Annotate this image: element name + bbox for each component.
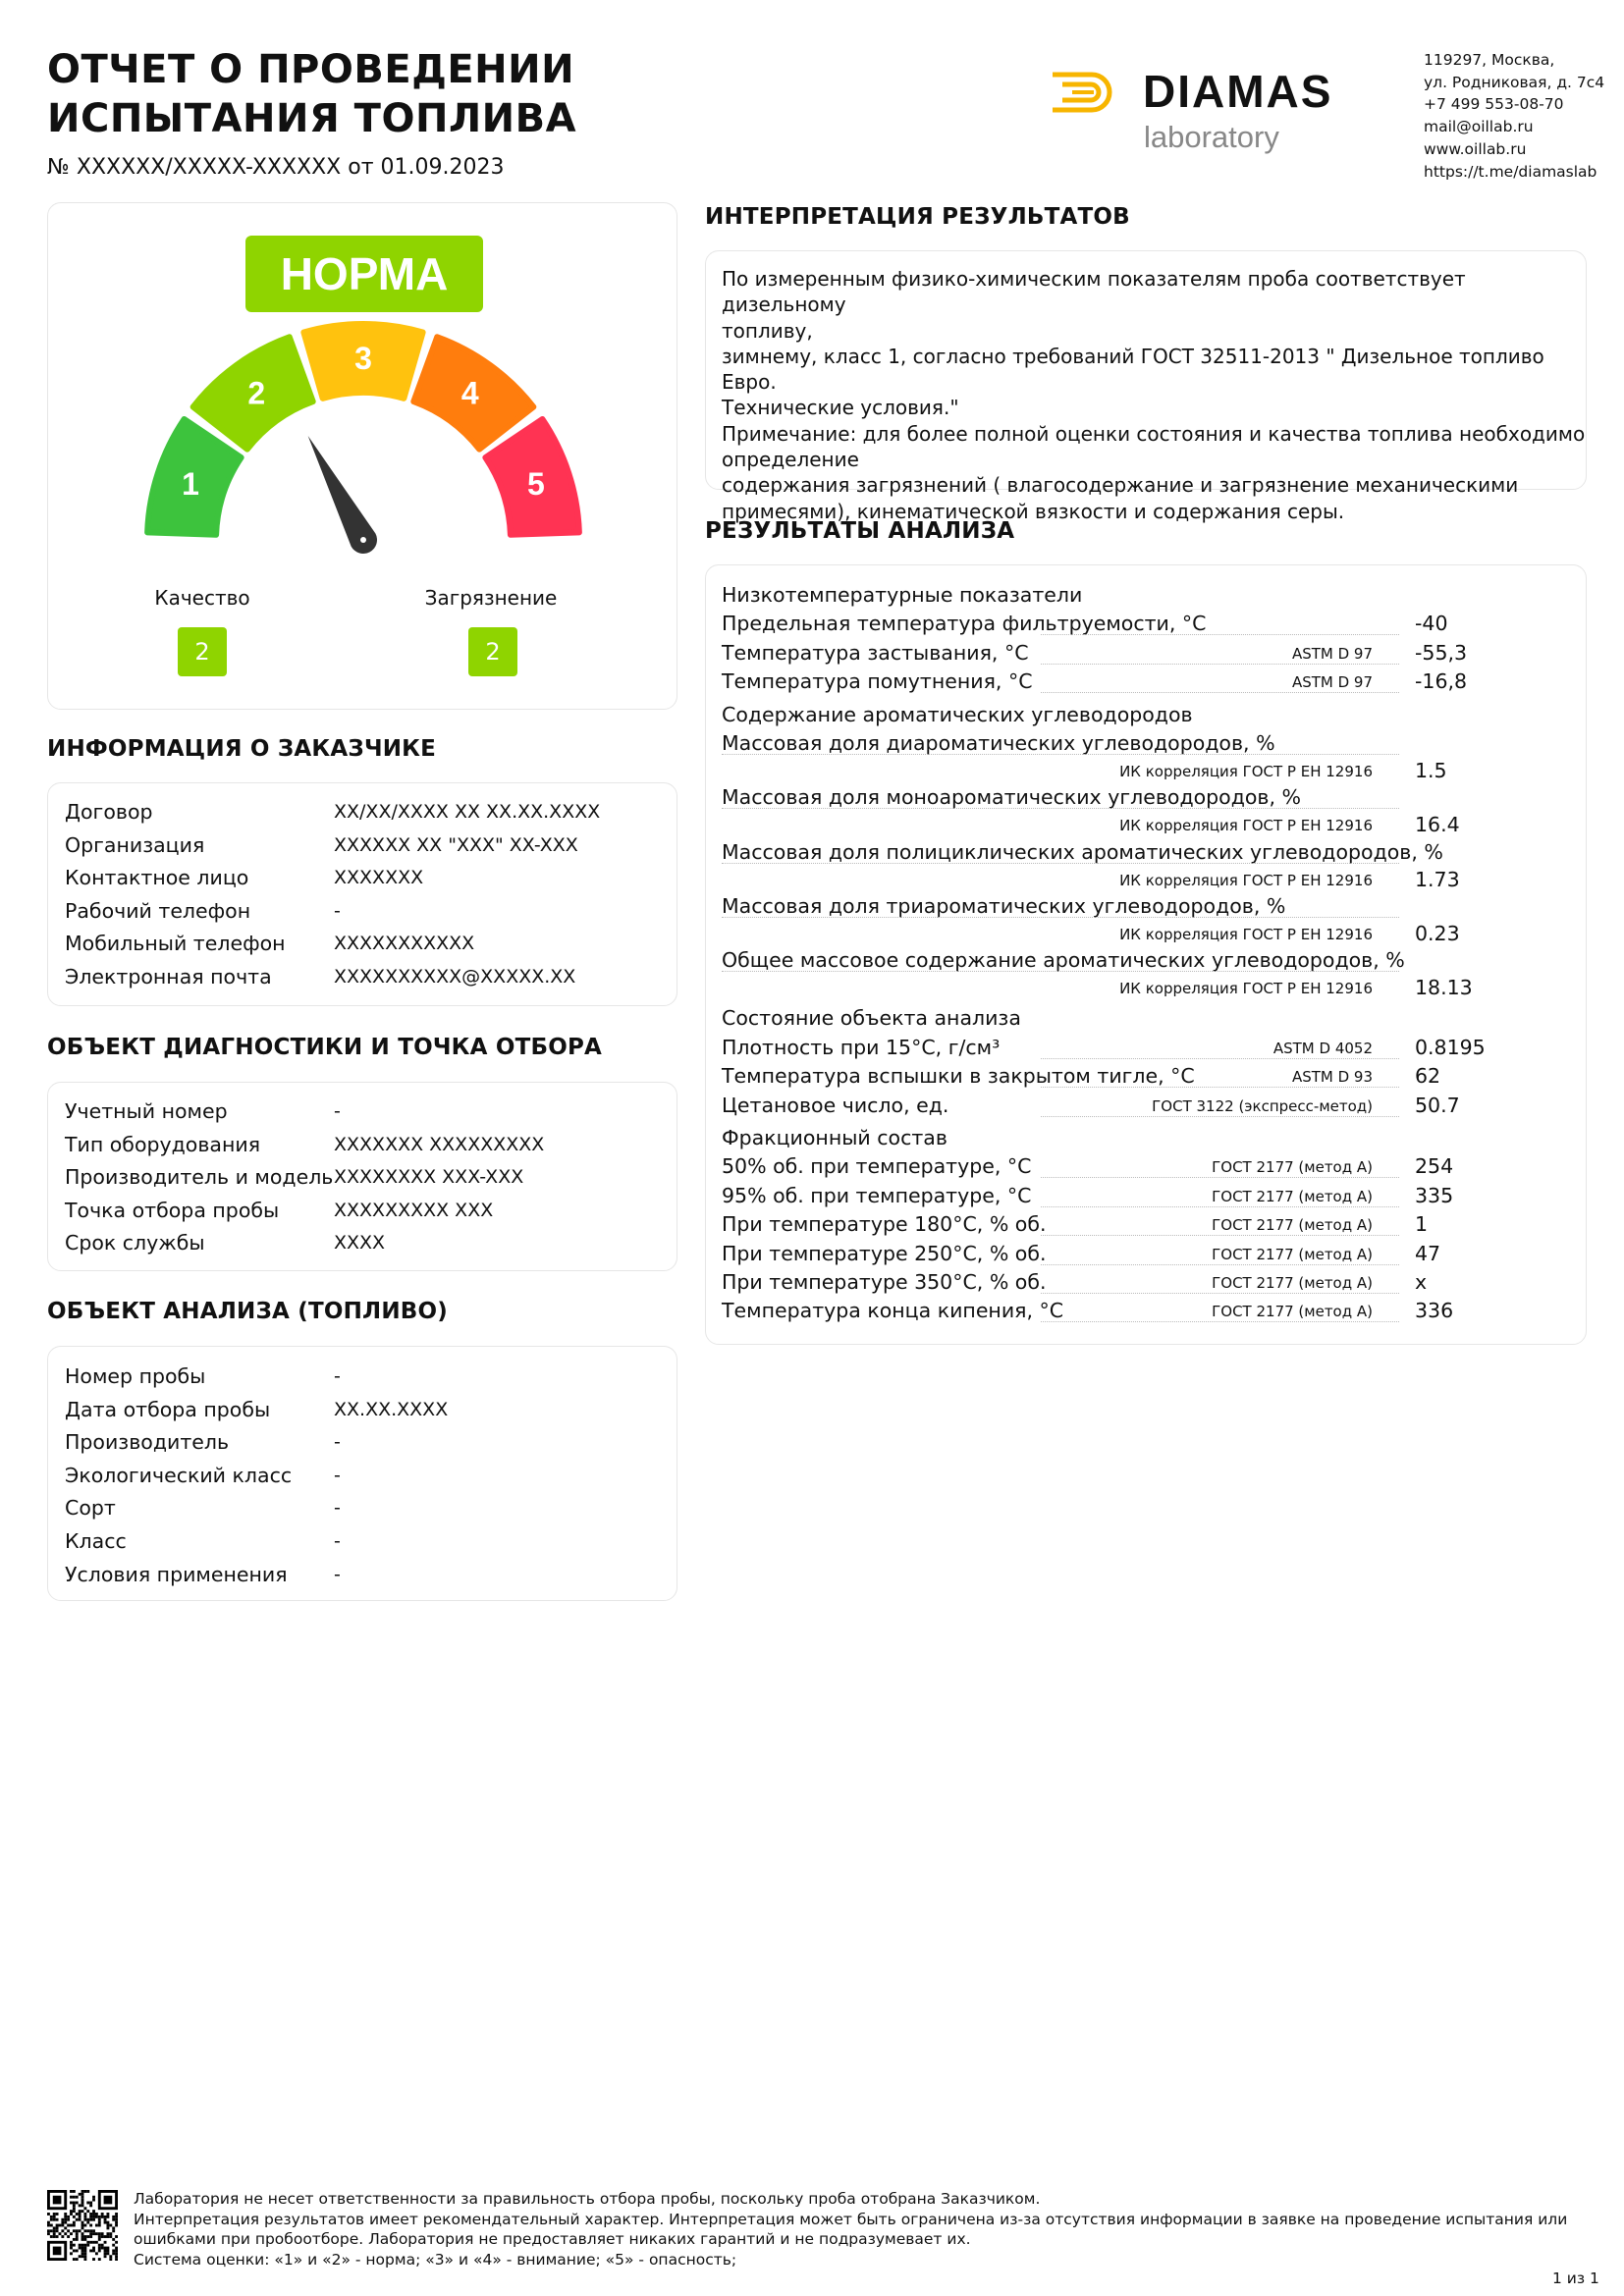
result-value: 18.13	[1415, 976, 1473, 1000]
contamination-label: Загрязнение	[424, 586, 558, 610]
leader-dots	[1041, 1177, 1399, 1178]
leader-dots	[1041, 664, 1399, 665]
analysis_object-value-0: -	[334, 1365, 341, 1387]
result-name: 50% об. при температуре, °С	[722, 1154, 1032, 1179]
result-name: При температуре 180°С, % об.	[722, 1212, 1047, 1237]
footer-disclaimer	[134, 2189, 1567, 2269]
interpretation-line-5: определение	[722, 448, 859, 472]
diagnostics-label-1: Тип оборудования	[65, 1132, 261, 1156]
analysis_object-value-3: -	[334, 1464, 341, 1486]
customer-label-4: Мобильный телефон	[65, 932, 286, 956]
result-method: ИК корреляция ГОСТ Р ЕН 12916	[1119, 925, 1373, 943]
interpretation-line-2: зимнему, класс 1, согласно требований ГОСТ 32511-2013 " Дизельное топливо Евро.	[722, 344, 1544, 395]
analysis_object-label-3: Экологический класс	[65, 1463, 293, 1487]
customer-label-3: Рабочий телефон	[65, 898, 251, 923]
result-value: 50.7	[1415, 1093, 1460, 1117]
footer-line-2: Интерпретация результатов имеет рекомендательный характер. Интерпретация может быть ограничена из-за отсутствия информации в заявке на проведение испытания или	[134, 2210, 1568, 2228]
page-number: 1 из 1	[1552, 2269, 1599, 2287]
contact-address-2: ул. Родниковая, д. 7с4	[1424, 73, 1605, 91]
result-name: Температура застывания, °С	[722, 640, 1029, 665]
results-group-title-3: Фракционный состав	[722, 1125, 947, 1149]
result-name: Массовая доля моноароматических углеводородов, %	[722, 785, 1302, 810]
leader-dots	[1041, 1087, 1399, 1088]
leader-dots	[1041, 1058, 1399, 1059]
status-badge: НОРМА	[245, 236, 483, 312]
result-name: 95% об. при температуре, °С	[722, 1183, 1032, 1207]
result-value: 1	[1415, 1212, 1429, 1237]
leader-dots	[722, 754, 1399, 755]
gauge-label-2: 2	[247, 375, 266, 411]
analysis_object-label-4: Сорт	[65, 1496, 116, 1521]
leader-dots	[1041, 1264, 1399, 1265]
analysis_object-label-0: Номер пробы	[65, 1364, 206, 1388]
result-name: Цетановое число, ед.	[722, 1093, 949, 1117]
diagnostics-value-4: XXXX	[334, 1232, 386, 1255]
result-method: ASTM D 97	[1291, 644, 1373, 663]
leader-dots	[722, 863, 1399, 864]
result-method: ГОСТ 2177 (метод А)	[1212, 1245, 1373, 1263]
result-name: Массовая доля триароматических углеводородов, %	[722, 893, 1286, 918]
result-value: 47	[1415, 1241, 1441, 1265]
report-title-line-1: ОТЧЕТ О ПРОВЕДЕНИИ	[47, 47, 575, 92]
result-method: ГОСТ 2177 (метод А)	[1212, 1216, 1373, 1235]
result-method: ГОСТ 2177 (метод А)	[1212, 1158, 1373, 1177]
customer-value-0: XX/XX/XXXX XX XX.XX.XXXX	[334, 801, 601, 823]
result-value: 62	[1415, 1064, 1441, 1089]
qr-code-icon[interactable]	[47, 2190, 118, 2261]
footer-line-4: Система оценки: «1» и «2» - норма; «3» и «4» - внимание; «5» - опасность;	[134, 2250, 737, 2269]
result-name: Предельная температура фильтруемости, °С	[722, 612, 1207, 636]
result-method: ИК корреляция ГОСТ Р ЕН 12916	[1119, 817, 1373, 835]
result-name: Плотность при 15°С, г/см³	[722, 1035, 1001, 1059]
customer-value-2: XXXXXXX	[334, 867, 424, 889]
result-value: -16,8	[1415, 669, 1468, 694]
contact-telegram[interactable]: https://t.me/diamaslab	[1424, 162, 1597, 181]
result-value: 254	[1415, 1154, 1454, 1179]
footer-line-3: ошибками при пробоотборе. Лаборатория не предоставляет никаких гарантий и не подразумевает их.	[134, 2230, 971, 2248]
diagnostics-value-1: XXXXXXX XXXXXXXXX	[334, 1133, 545, 1155]
analysis_object-value-6: -	[334, 1563, 341, 1585]
diagnostics-label-0: Учетный номер	[65, 1099, 228, 1123]
rating-gauge	[118, 314, 609, 560]
analysis_object-value-1: XX.XX.XXXX	[334, 1398, 449, 1420]
document-number: № XXXXXX/XXXXX-XXXXXX от 01.09.2023	[47, 155, 505, 180]
interpretation-line-4: Примечание: для более полной оценки состояния и качества топлива необходимо	[722, 421, 1586, 446]
result-method: ИК корреляция ГОСТ Р ЕН 12916	[1119, 980, 1373, 998]
analysis_object-value-4: -	[334, 1497, 341, 1520]
analysis_object-label-5: Класс	[65, 1529, 127, 1553]
interpretation-heading: ИНТЕРПРЕТАЦИЯ РЕЗУЛЬТАТОВ	[705, 204, 1130, 230]
result-name: Массовая доля диароматических углеводородов, %	[722, 731, 1275, 755]
results-group-title-2: Состояние объекта анализа	[722, 1006, 1021, 1031]
diagnostics-value-3: XXXXXXXXX XXX	[334, 1199, 494, 1221]
diamas-logo	[1049, 65, 1382, 163]
result-value: 335	[1415, 1183, 1454, 1207]
result-value: 1.5	[1415, 759, 1447, 782]
gauge-needle	[308, 436, 377, 554]
result-value: 16.4	[1415, 813, 1460, 837]
result-value: 0.23	[1415, 921, 1460, 945]
result-method: ГОСТ 2177 (метод А)	[1212, 1303, 1373, 1321]
result-value: -55,3	[1415, 640, 1468, 665]
result-name: Температура конца кипения, °С	[722, 1299, 1064, 1323]
results-group-title-1: Содержание ароматических углеводородов	[722, 702, 1193, 726]
contact-website[interactable]: www.oillab.ru	[1424, 139, 1527, 158]
analysis_object-label-1: Дата отбора пробы	[65, 1397, 271, 1421]
interpretation-line-1: топливу,	[722, 318, 813, 343]
quality-score: 2	[178, 627, 227, 676]
gauge-label-5: 5	[527, 465, 545, 502]
contact-phone[interactable]: +7 499 553-08-70	[1424, 95, 1564, 114]
analysis-object-heading: ОБЪЕКТ АНАЛИЗА (ТОПЛИВО)	[47, 1299, 448, 1324]
result-name: Общее массовое содержание ароматических углеводородов, %	[722, 948, 1405, 973]
result-method: ГОСТ 2177 (метод А)	[1212, 1187, 1373, 1205]
customer-value-5: XXXXXXXXXX@XXXXX.XX	[334, 966, 576, 988]
result-method: ASTM D 97	[1291, 673, 1373, 692]
leader-dots	[722, 808, 1399, 809]
quality-label: Качество	[154, 586, 250, 610]
gauge-label-3: 3	[354, 341, 372, 376]
leader-dots	[1041, 1116, 1399, 1117]
result-method: ГОСТ 2177 (метод А)	[1212, 1273, 1373, 1292]
result-method: ИК корреляция ГОСТ Р ЕН 12916	[1119, 871, 1373, 889]
analysis_object-value-2: -	[334, 1431, 341, 1454]
contamination-score: 2	[468, 627, 517, 676]
leader-dots	[1041, 634, 1399, 635]
results-heading: РЕЗУЛЬТАТЫ АНАЛИЗА	[705, 518, 1015, 544]
result-name: Температура помутнения, °С	[722, 669, 1033, 694]
customer-value-1: XXXXXX XX "XXX" XX-XXX	[334, 833, 578, 856]
interpretation-line-6: содержания загрязнений ( влагосодержание и загрязнение механическими	[722, 473, 1519, 498]
leader-dots	[1041, 1321, 1399, 1322]
gauge-needle-pivot	[360, 537, 366, 543]
diagnostics-label-2: Производитель и модель	[65, 1165, 334, 1190]
diamas-logo-icon	[1049, 71, 1115, 114]
diagnostics-heading: ОБЪЕКТ ДИАГНОСТИКИ И ТОЧКА ОТБОРА	[47, 1035, 603, 1060]
interpretation-line-7: примесями), кинематической вязкости и содержания серы.	[722, 499, 1345, 523]
report-title-line-2: ИСПЫТАНИЯ ТОПЛИВА	[47, 96, 577, 141]
result-method: ИК корреляция ГОСТ Р ЕН 12916	[1119, 763, 1373, 780]
result-value: 336	[1415, 1299, 1454, 1323]
interpretation-text	[722, 266, 1586, 524]
results-group-title-0: Низкотемпературные показатели	[722, 583, 1083, 607]
result-name: Массовая доля полициклических ароматических углеводородов, %	[722, 839, 1443, 864]
footer-line-1: Лаборатория не несет ответственности за правильность отбора пробы, поскольку проба отобрана Заказчиком.	[134, 2190, 1041, 2208]
result-value: 1.73	[1415, 867, 1460, 891]
report-title	[47, 45, 576, 143]
diagnostics-label-4: Срок службы	[65, 1231, 205, 1255]
analysis_object-label-6: Условия применения	[65, 1562, 288, 1586]
contact-address-1: 119297, Москва,	[1424, 51, 1555, 69]
customer-heading: ИНФОРМАЦИЯ О ЗАКАЗЧИКЕ	[47, 736, 437, 762]
customer-label-0: Договор	[65, 800, 153, 824]
lab-contacts	[1424, 49, 1604, 183]
result-name: Температура вспышки в закрытом тигле, °С	[722, 1064, 1195, 1089]
customer-label-2: Контактное лицо	[65, 866, 249, 890]
result-name: При температуре 250°С, % об.	[722, 1241, 1047, 1265]
logo-name: DIAMAS	[1143, 66, 1333, 117]
customer-label-5: Электронная почта	[65, 965, 272, 988]
result-value: 0.8195	[1415, 1035, 1486, 1059]
interpretation-line-3: Технические условия."	[722, 396, 959, 420]
diagnostics-value-0: -	[334, 1100, 341, 1122]
result-method: ГОСТ 3122 (экспресс-метод)	[1152, 1096, 1373, 1115]
result-name: При температуре 350°С, % об.	[722, 1269, 1047, 1294]
leader-dots	[1041, 1235, 1399, 1236]
diagnostics-value-2: XXXXXXXX XXX-XXX	[334, 1166, 524, 1189]
leader-dots	[1041, 1293, 1399, 1294]
leader-dots	[1041, 1206, 1399, 1207]
result-method: ASTM D 93	[1291, 1068, 1373, 1087]
result-value: x	[1415, 1269, 1428, 1294]
leader-dots	[722, 971, 1399, 972]
contact-email[interactable]: mail@oillab.ru	[1424, 118, 1534, 136]
analysis_object-label-2: Производитель	[65, 1430, 230, 1455]
logo-subtitle: laboratory	[1144, 120, 1279, 154]
gauge-label-4: 4	[460, 375, 479, 411]
gauge-label-1: 1	[182, 465, 199, 502]
analysis_object-value-5: -	[334, 1530, 341, 1552]
customer-value-4: XXXXXXXXXXX	[334, 933, 475, 955]
interpretation-line-0: По измеренным физико-химическим показателям проба соответствует дизельному	[722, 267, 1466, 317]
leader-dots	[722, 917, 1399, 918]
leader-dots	[1041, 692, 1399, 693]
diagnostics-label-3: Точка отбора пробы	[65, 1198, 280, 1222]
result-method: ASTM D 4052	[1272, 1039, 1373, 1057]
result-value: -40	[1415, 612, 1448, 636]
customer-value-3: -	[334, 899, 341, 922]
customer-label-1: Организация	[65, 832, 205, 857]
